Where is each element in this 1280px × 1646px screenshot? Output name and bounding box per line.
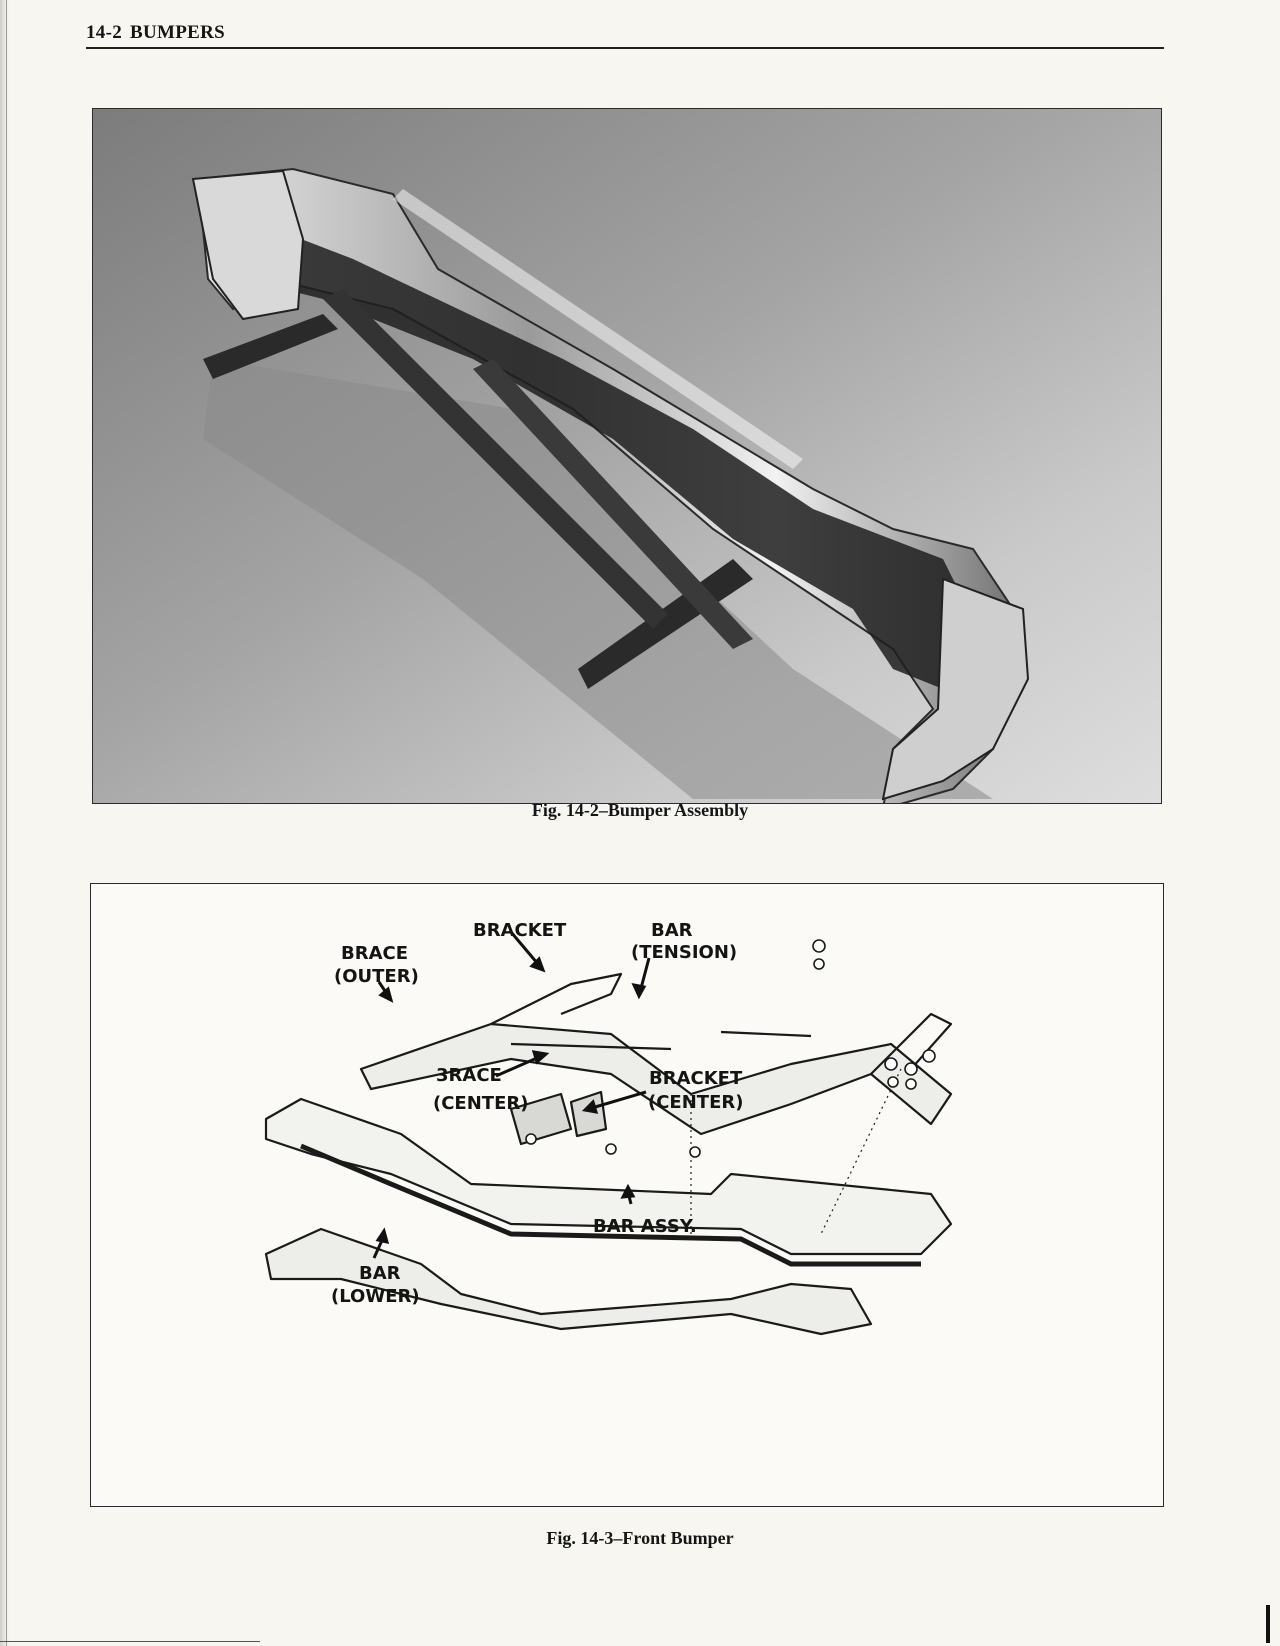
binding-mark	[1266, 1605, 1270, 1643]
label-bar-tension-line2: (TENSION)	[631, 942, 738, 963]
section-title: BUMPERS	[130, 22, 226, 43]
figure-caption: Fig. 14-2–Bumper Assembly	[531, 800, 749, 820]
label-bar-tension-line1: BAR	[651, 920, 693, 941]
label-bracket-center-line2: (CENTER)	[648, 1092, 744, 1113]
page-edge	[0, 0, 10, 1646]
front-bumper-diagram	[90, 883, 1164, 1507]
label-bar-assy: BAR ASSY.	[593, 1216, 697, 1237]
figure-caption: Fig. 14-3–Front Bumper	[546, 1528, 734, 1548]
footer-rule	[0, 1641, 260, 1642]
label-brace-outer-line2: (OUTER)	[334, 966, 419, 987]
front-bumper-drawing	[91, 884, 1165, 1508]
bumper-assembly-photo	[92, 108, 1162, 804]
label-brace-outer-line1: BRACE	[341, 943, 409, 964]
bumper-assembly-illustration	[93, 109, 1162, 804]
page-number: 14-2	[86, 22, 123, 43]
label-bracket-center-line1: BRACKET	[649, 1068, 743, 1089]
header-rule	[86, 47, 1164, 49]
label-brace-center-line1: 3RACE	[436, 1065, 502, 1086]
label-bar-lower-line2: (LOWER)	[331, 1286, 420, 1307]
label-bar-lower-line1: BAR	[359, 1263, 401, 1284]
page-header	[86, 22, 225, 44]
label-bracket: BRACKET	[473, 920, 567, 941]
label-brace-center-line2: (CENTER)	[433, 1093, 529, 1114]
